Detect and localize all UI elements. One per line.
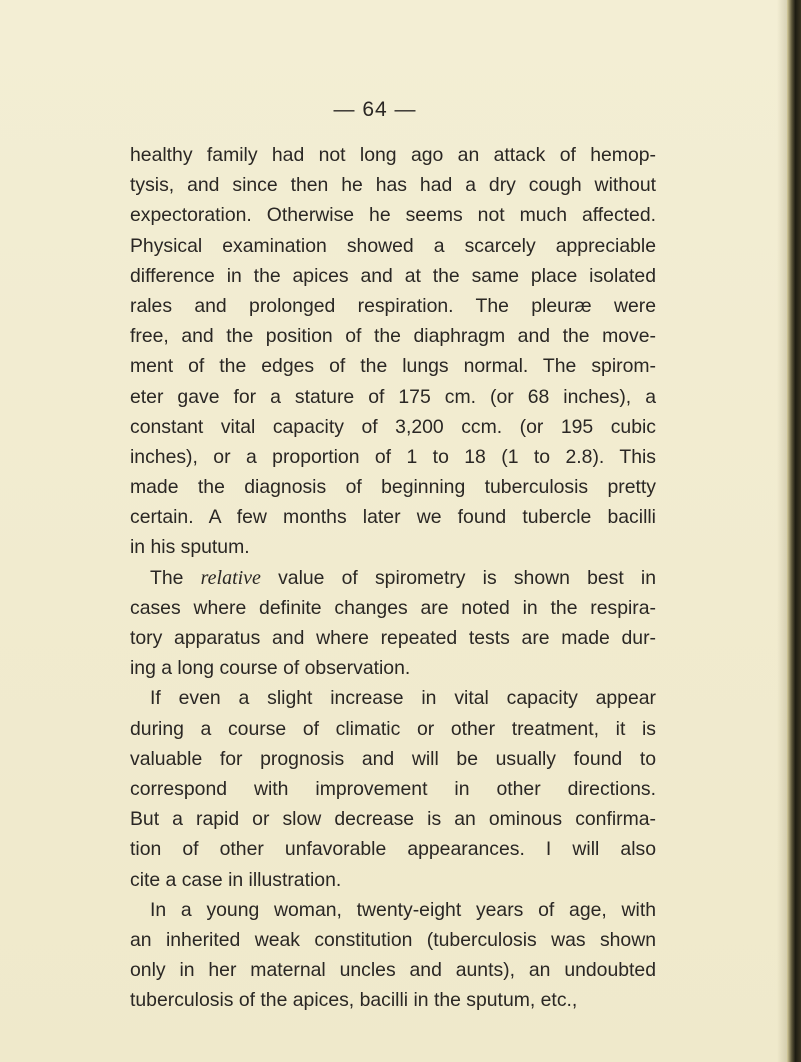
- text-line: correspond with improvement in other directions.: [130, 777, 656, 800]
- text-line: only in her maternal uncles and aunts), an undoubted: [130, 959, 656, 982]
- text-line: healthy family had not long ago an attack of hemop-: [130, 144, 656, 166]
- text-line: eter gave for a stature of 175 cm. (or 68 inches), a: [130, 385, 656, 408]
- text-line: during a course of climatic or other treatment, it is: [130, 717, 656, 740]
- text-line: an inherited weak constitution (tuberculosis was shown: [130, 928, 656, 951]
- text-line: Physical examination showed a scarcely appreciable: [130, 234, 656, 257]
- text-line: rales and prolonged respiration. The pleuræ were: [130, 294, 656, 317]
- text-line: difference in the apices and at the same place isolated: [130, 264, 656, 287]
- text-line: But a rapid or slow decrease is an ominous confirma-: [130, 808, 656, 831]
- text-line: In a young woman, twenty-eight years of age, with: [150, 898, 656, 921]
- text-line: valuable for prognosis and will be usually found to: [130, 747, 656, 770]
- book-spine-edge: [787, 0, 801, 1062]
- page-number: — 64 —: [333, 98, 417, 121]
- text-span: value of spirometry is shown best in: [260, 566, 656, 589]
- text-line: tuberculosis of the apices, bacilli in the sputum, etc.,: [130, 989, 578, 1012]
- text-line: cases where definite changes are noted in the respira-: [130, 596, 656, 619]
- text-line: in his sputum.: [130, 536, 250, 559]
- text-line: inches), or a proportion of 1 to 18 (1 to 2.8). This: [130, 445, 656, 468]
- text-line: If even a slight increase in vital capacity appear: [150, 687, 656, 710]
- text-line: ment of the edges of the lungs normal. The spirom-: [130, 355, 656, 378]
- text-line: constant vital capacity of 3,200 ccm. (or 195 cubic: [130, 415, 656, 438]
- text-line: cite a case in illustration.: [130, 868, 342, 891]
- text-line: ing a long course of observation.: [130, 657, 411, 680]
- text-line: [130, 563, 656, 593]
- text-line: tory apparatus and where repeated tests are made dur-: [130, 627, 656, 649]
- text-line: made the diagnosis of beginning tuberculosis pretty: [130, 476, 656, 499]
- page-edge-shadow: [777, 0, 787, 1062]
- text-span: The: [150, 566, 201, 589]
- text-line: free, and the position of the diaphragm and the move-: [130, 325, 656, 348]
- body-text: [130, 140, 656, 1015]
- text-line: expectoration. Otherwise he seems not much affected.: [130, 204, 656, 227]
- text-line: tysis, and since then he has had a dry cough without: [130, 174, 656, 197]
- text-line: certain. A few months later we found tubercle bacilli: [130, 506, 656, 529]
- italic-word: relative: [200, 566, 261, 589]
- text-line: tion of other unfavorable appearances. I will also: [130, 838, 656, 861]
